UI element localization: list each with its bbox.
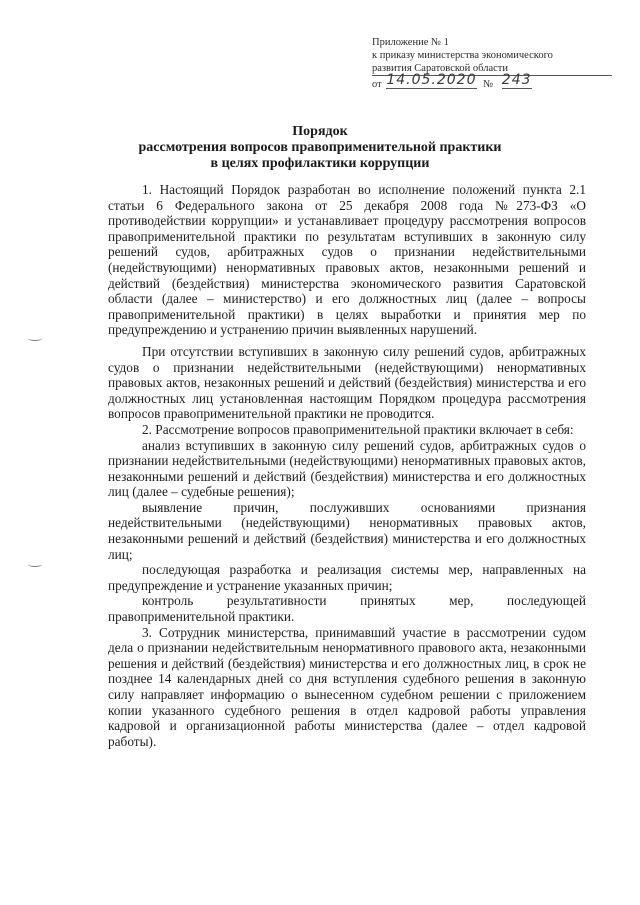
margin-scan-mark-1: [28, 336, 42, 341]
paragraph-4: анализ вступивших в законную силу решений судов, арбитражных судов о признании недействительными (недействующими) ненормативных правовых актов, незаконными решений и действий (бездействия) министерства и его должностных лиц (далее – судебные решения);: [108, 437, 586, 500]
title-line-1: Порядок: [292, 124, 348, 139]
appendix-line-2: к приказу министерства экономического: [372, 50, 553, 61]
paragraph-8: 3. Сотрудник министерства, принимавший участие в рассмотрении судом дела о признании недействительным ненормативного правового акта, незаконными решения и действий (бездействия) министерства и его должностных лиц, в срок не позднее 14 календарных дней со дня вступления судебного решения в законную силу направляет информацию о вынесенном судебном решении с приложением копии указанного судебного решения в отдел кадровой работы управления кадровой и организационной работы министерства (далее – отдел кадровой работы).: [108, 624, 586, 749]
title-line-2: рассмотрения вопросов правоприменительной практики: [138, 140, 502, 155]
paragraph-7: контроль результативности принятых мер, последующей правоприменительной практики.: [108, 593, 586, 625]
paragraph-5: выявление причин, послуживших основаниями признания недействительными (недействующими) ненормативных правовых актов, незаконными решений и действий (бездействия) министерства и его должностных лиц;: [108, 499, 586, 562]
title-line-3: в целях профилактики коррупции: [210, 156, 430, 171]
appendix-block: [372, 36, 612, 91]
appendix-line-3: развития Саратовской области: [372, 62, 612, 76]
appendix-line-1: Приложение № 1: [372, 37, 449, 48]
number-prefix: №: [483, 79, 494, 90]
paragraph-6: последующая разработка и реализация системы мер, направленных на предупреждение и устранение указанных причин;: [108, 562, 586, 593]
handwritten-number: 243: [501, 72, 532, 88]
paragraph-3: 2. Рассмотрение вопросов правоприменительной практики включает в себя:: [142, 421, 574, 437]
paragraph-1: 1. Настоящий Порядок разработан во исполнение положений пункта 2.1 статьи 6 Федерального закона от 25 декабря 2008 года №273-ФЗ «О противодействии коррупции» и устанавливает процедуру рассмотрения вопросов правоприменительной практики по результатам вступивших в законную силу решений судов, арбитражных судов о признании недействительными (недействующими) ненормативных правовых актов, незаконными решений и действий (бездействия) министерства экономического развития Саратовской области (далее – министерство) и его должностных лиц (далее – вопросы правоприменительной практики) в целях выработки и принятия мер по предупреждению и устранению причин выявленных нарушений.: [108, 182, 586, 338]
paragraph-2: При отсутствии вступивших в законную силу решений судов, арбитражных судов о признании недействительными (недействующими) ненормативных правовых актов, незаконных решений и действий (бездействия) министерства и его должностных лиц установленная настоящим Порядком процедура рассмотрения вопросов правоприменительной практики не проводится.: [108, 343, 586, 422]
document-body: [108, 182, 586, 749]
margin-scan-mark-2: [28, 562, 42, 567]
date-prefix: от: [372, 79, 382, 90]
handwritten-date: 14.05.2020: [386, 72, 477, 88]
appendix-date-line: [372, 72, 612, 91]
document-title: [0, 124, 640, 172]
